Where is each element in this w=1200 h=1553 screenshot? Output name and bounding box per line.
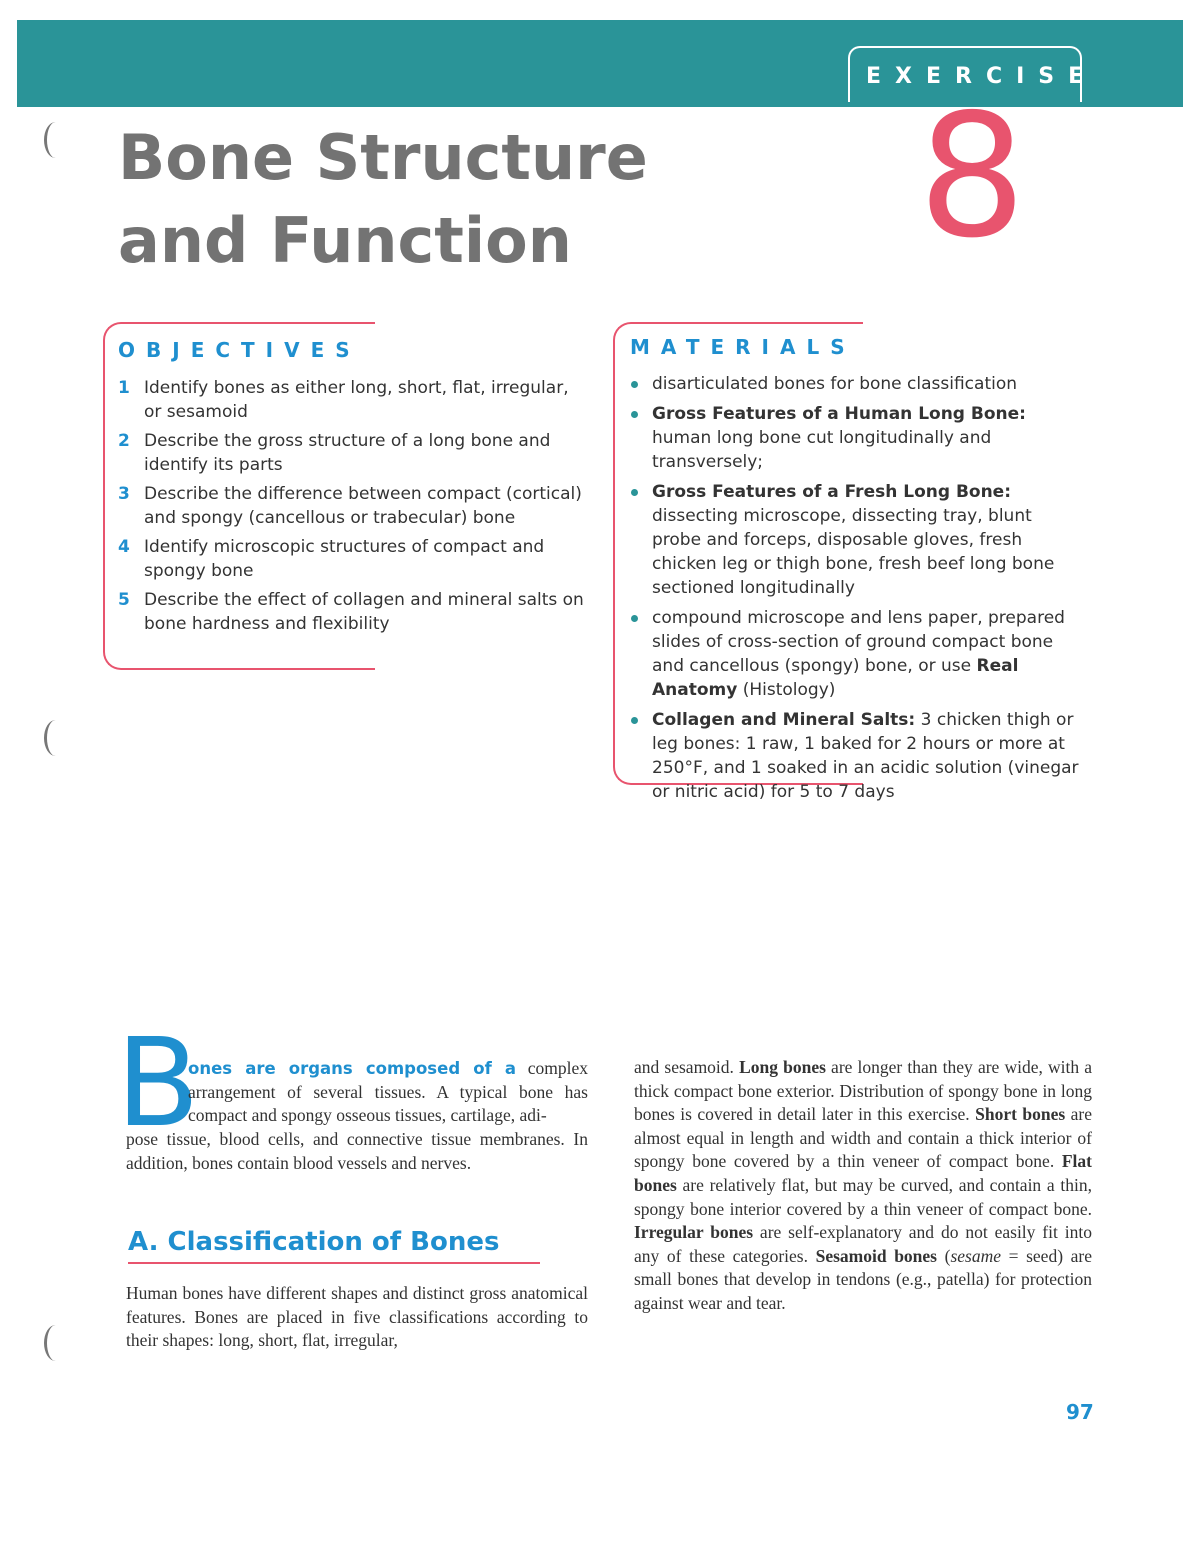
exercise-number: 8 bbox=[918, 78, 1027, 276]
material-bold-label: Gross Features of a Fresh Long Bone: bbox=[652, 482, 1012, 502]
term-flat-bones: Flat bones bbox=[634, 1151, 1092, 1195]
exercise-label: EXERCISE bbox=[866, 64, 1098, 89]
intro-lead-in: ones are organs composed of a bbox=[188, 1059, 516, 1078]
body-text: are almost equal in length and width and contain a thick interior of spongy bone covered by a thin veneer of compact bone. bbox=[634, 1104, 1092, 1172]
objective-item bbox=[118, 376, 588, 424]
objective-item bbox=[118, 429, 588, 477]
term-irregular-bones: Irregular bones bbox=[634, 1222, 754, 1243]
section-paragraph: Human bones have different shapes and distinct gross anatomical features. Bones are placed in five classifications according to their shapes: long, short, flat, irregular, bbox=[126, 1283, 588, 1351]
punch-hole-mark bbox=[44, 720, 67, 756]
material-item bbox=[630, 480, 1080, 600]
right-column-paragraph bbox=[634, 1056, 1092, 1316]
objectives-heading: OBJECTIVES bbox=[118, 338, 361, 362]
material-text: (Histology) bbox=[737, 680, 836, 700]
section-heading: A. Classification of Bones bbox=[128, 1227, 500, 1257]
materials-list bbox=[630, 372, 1080, 810]
term-short-bones: Short bones bbox=[975, 1104, 1066, 1125]
objective-number: 5 bbox=[118, 590, 130, 610]
body-text: ( bbox=[937, 1245, 951, 1266]
materials-heading: MATERIALS bbox=[630, 335, 856, 359]
material-item bbox=[630, 402, 1080, 474]
objective-text: Describe the gross structure of a long bone and identify its parts bbox=[144, 431, 551, 475]
material-item bbox=[630, 708, 1080, 804]
material-text: compound microscope and lens paper, prepared slides of cross-section of ground compact bone and cancellous (spongy) bone, or use bbox=[652, 608, 1065, 676]
objective-item bbox=[118, 482, 588, 530]
intro-first-lines-text: complex arrangement of several tissues. A typical bone has compact and spongy osseous tissues, cartilage, adi- bbox=[188, 1058, 588, 1126]
intro-paragraph-first-lines bbox=[188, 1057, 588, 1128]
objective-number: 1 bbox=[118, 378, 130, 398]
material-text: 3 chicken thigh or leg bones: 1 raw, 1 baked for 2 hours or more at 250°F, and 1 soaked in an acidic solution (vinegar or nitric acid) for 5 to 7 days bbox=[652, 710, 1079, 802]
objective-item bbox=[118, 588, 588, 636]
material-text: human long bone cut longitudinally and transversely; bbox=[652, 428, 992, 472]
material-bold-label: Real Anatomy bbox=[652, 656, 1019, 700]
objective-item bbox=[118, 535, 588, 583]
body-text: = seed) are small bones that develop in tendons (e.g., patella) for protection against wear and tear. bbox=[634, 1245, 1093, 1313]
drop-cap: B bbox=[116, 1012, 200, 1154]
material-bold-label: Collagen and Mineral Salts: bbox=[652, 710, 916, 730]
title-line-2: and Function bbox=[118, 204, 572, 277]
material-bold-label: Gross Features of a Human Long Bone: bbox=[652, 404, 1026, 424]
material-item bbox=[630, 606, 1080, 702]
objective-text: Describe the effect of collagen and mineral salts on bone hardness and flexibility bbox=[144, 590, 584, 634]
objectives-list bbox=[118, 376, 588, 641]
term-sesamoid-bones: Sesamoid bones bbox=[815, 1245, 937, 1266]
objective-number: 4 bbox=[118, 537, 130, 557]
intro-paragraph-rest: pose tissue, blood cells, and connective tissue membranes. In addition, bones contain blood vessels and nerves. bbox=[126, 1129, 588, 1173]
objective-text: Identify bones as either long, short, flat, irregular, or sesamoid bbox=[144, 378, 569, 422]
objective-number: 2 bbox=[118, 431, 130, 451]
body-text: are self-explanatory and do not easily fit into any of these categories. bbox=[634, 1222, 1092, 1266]
body-text: and sesamoid. bbox=[634, 1057, 740, 1077]
objective-number: 3 bbox=[118, 484, 130, 504]
material-item bbox=[630, 372, 1080, 396]
page-number: 97 bbox=[1066, 1400, 1094, 1424]
term-sesame: sesame bbox=[950, 1245, 1001, 1266]
body-text: are relatively flat, but may be curved, and contain a thin, spongy bone interior covered by a thin veneer of compact bone. bbox=[634, 1174, 1092, 1219]
material-text: disarticulated bones for bone classification bbox=[652, 374, 1018, 394]
objective-text: Identify microscopic structures of compact and spongy bone bbox=[144, 537, 545, 581]
punch-hole-mark bbox=[44, 122, 67, 158]
page-title bbox=[118, 116, 648, 282]
term-long-bones: Long bones bbox=[739, 1057, 826, 1077]
material-text: dissecting microscope, dissecting tray, blunt probe and forceps, disposable gloves, fresh chicken leg or thigh bone, fresh beef long bone sectioned longitudinally bbox=[652, 506, 1055, 598]
punch-hole-mark bbox=[44, 1325, 67, 1361]
body-text: are longer than they are wide, with a thick compact bone exterior. Distribution of spongy bone in long bones is covered in detail later in this exercise. bbox=[634, 1057, 1092, 1125]
objective-text: Describe the difference between compact (cortical) and spongy (cancellous or trabecular) bone bbox=[144, 484, 582, 528]
title-line-1: Bone Structure bbox=[118, 121, 648, 194]
section-heading-underline bbox=[128, 1262, 540, 1264]
